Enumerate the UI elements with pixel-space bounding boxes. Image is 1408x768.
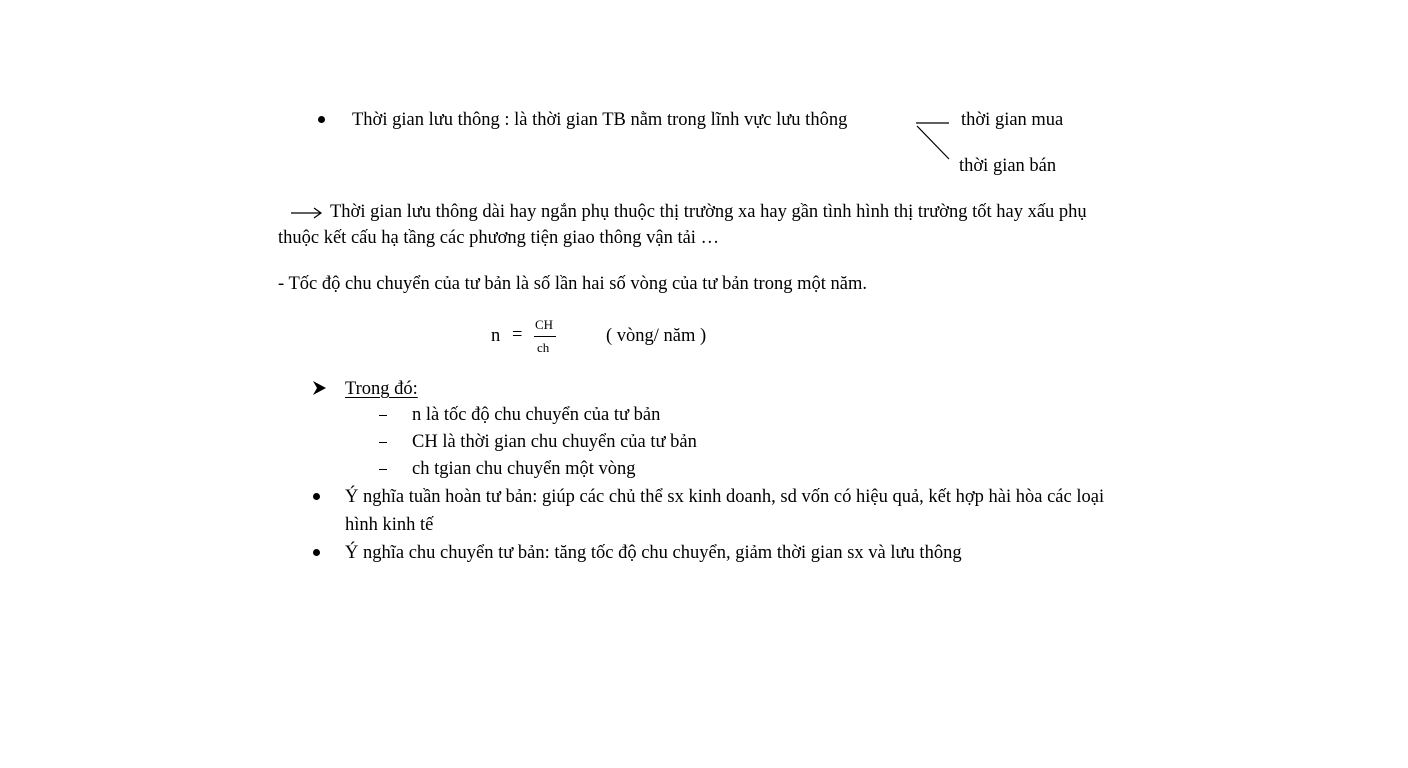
dash-bullet	[379, 469, 387, 470]
bullet-dot	[318, 116, 325, 123]
right-arrow-icon	[290, 206, 324, 220]
branch-sell-time: thời gian bán	[959, 156, 1057, 176]
dependency-line-1: Thời gian lưu thông dài hay ngắn phụ thuộc thị trường xa hay gần tình hình thị trường tốt hay xấu phụ	[330, 202, 1087, 222]
formula-unit: ( vòng/ năm )	[606, 326, 707, 346]
where-item: ch tgian chu chuyển một vòng	[412, 459, 636, 479]
branch-buy-time: thời gian mua	[961, 110, 1064, 130]
branch-lines	[914, 120, 954, 165]
fraction-bar	[534, 336, 556, 337]
formula-denominator: ch	[537, 340, 550, 355]
formula-equals: =	[512, 325, 523, 345]
where-item: CH là thời gian chu chuyển của tư bản	[412, 432, 697, 452]
arrowhead-bullet-icon	[312, 380, 328, 396]
dash-bullet	[379, 415, 387, 416]
bullet-dot	[313, 493, 320, 500]
where-heading: Trong đó:	[345, 379, 418, 399]
circulation-time-definition: Thời gian lưu thông : là thời gian TB nằm trong lĩnh vực lưu thông	[352, 110, 848, 130]
circulation-meaning-line-2: hình kinh tế	[345, 515, 434, 535]
where-item: n là tốc độ chu chuyển của tư bản	[412, 405, 661, 425]
turnover-meaning: Ý nghĩa chu chuyển tư bản: tăng tốc độ chu chuyển, giảm thời gian sx và lưu thông	[345, 543, 962, 563]
circulation-meaning-line-1: Ý nghĩa tuần hoàn tư bản: giúp các chủ thể sx kinh doanh, sd vốn có hiệu quả, kết hợp hài hòa các loại	[345, 487, 1105, 507]
dependency-line-2: thuộc kết cấu hạ tầng các phương tiện giao thông vận tải …	[278, 228, 720, 248]
formula-numerator: CH	[535, 317, 554, 332]
turnover-speed-definition: - Tốc độ chu chuyển của tư bản là số lần hai số vòng của tư bản trong một năm.	[278, 274, 867, 294]
dash-bullet	[379, 442, 387, 443]
bullet-dot	[313, 549, 320, 556]
formula-lhs: n	[491, 326, 501, 346]
